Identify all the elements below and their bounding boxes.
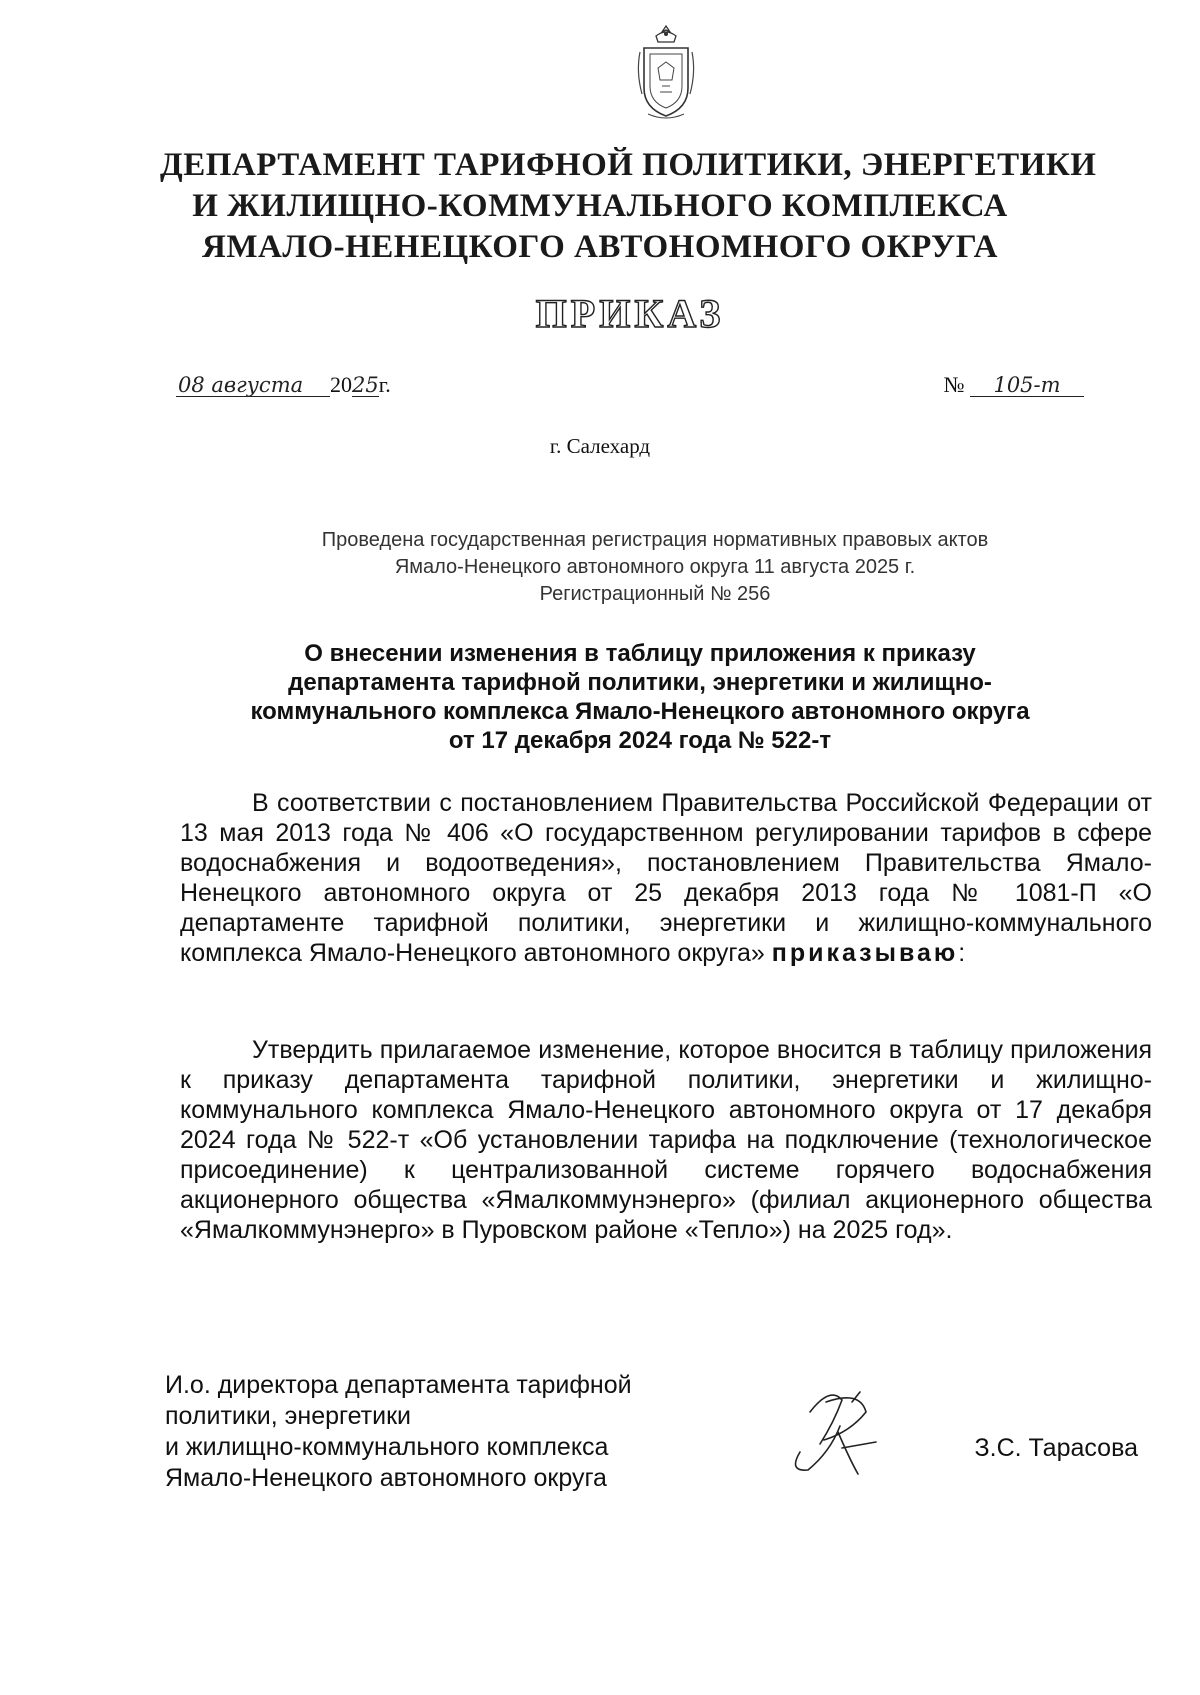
paragraph-text: В соответствии с постановлением Правительства Российской Федерации от 13 мая 2013 года № 406 «О государственном регулировании тарифов в сфере водоснабжения и водоотведения», постановлением Правительства Ямало-Ненецкого автономного округа от 25 декабря 2013 года № 1081-П «О департаменте тарифной политики, энергетики и жилищно-коммунального комплекса Ямало-Ненецкого автономного округа» xyxy=(180,789,1152,967)
year-suffix: г. xyxy=(378,372,391,397)
body-paragraph-basis xyxy=(180,788,1152,968)
subject-line: департамента тарифной политики, энергетики и жилищно- xyxy=(288,669,992,696)
signatory-position xyxy=(165,1370,725,1494)
number-label: № xyxy=(943,372,965,397)
handwritten-year: 25 xyxy=(352,373,379,397)
registration-line: Проведена государственная регистрация нормативных правовых актов xyxy=(321,529,989,551)
year-prefix: 20 xyxy=(330,372,352,397)
position-line: Ямало-Ненецкого автономного округа xyxy=(165,1464,607,1492)
order-date xyxy=(176,372,391,398)
subject-line: О внесении изменения в таблицу приложения к приказу xyxy=(304,640,976,667)
order-number xyxy=(944,372,1085,398)
department-heading xyxy=(160,145,1097,268)
subject-line: коммунального комплекса Ямало-Ненецкого автономного округа xyxy=(250,698,1030,725)
position-line: И.о. директора департамента тарифной xyxy=(165,1371,632,1399)
subject-line: от 17 декабря 2024 года № 522-т xyxy=(448,727,832,754)
city: г. Салехард xyxy=(549,434,651,458)
handwritten-date: 08 августа xyxy=(176,374,330,397)
signer-name: З.С. Тарасова xyxy=(974,1434,1138,1462)
document-type-title: ПРИКАЗ xyxy=(535,291,725,336)
position-line: политики, энергетики xyxy=(165,1402,411,1430)
order-subject xyxy=(190,639,1090,755)
body-paragraph-decision xyxy=(180,1035,1152,1245)
department-line: ЯМАЛО-НЕНЕЦКОГО АВТОНОМНОГО ОКРУГА xyxy=(202,229,998,265)
handwritten-signature xyxy=(780,1382,900,1482)
registration-line: Ямало-Ненецкого автономного округа 11 августа 2025 г. xyxy=(394,556,916,578)
department-line: ДЕПАРТАМЕНТ ТАРИФНОЙ ПОЛИТИКИ, ЭНЕРГЕТИКИ xyxy=(160,147,1097,183)
registration-note xyxy=(255,527,1055,608)
paragraph-text: Утвердить прилагаемое изменение, которое вносится в таблицу приложения к приказу департамента тарифной политики, энергетики и жилищно-коммунального комплекса Ямало-Ненецкого автономного округа от 17 декабря 2024 года № 522-т «Об установлении тарифа на подключение (технологическое присоединение) к централизованной системе горячего водоснабжения акционерного общества «Ямалкоммунэнерго» (филиал акционерного общества «Ямалкоммунэнерго» в Пуровском районе «Тепло») на 2025 год». xyxy=(180,1036,1152,1244)
position-line: и жилищно-коммунального комплекса xyxy=(165,1433,609,1461)
department-line: И ЖИЛИЩНО-КОММУНАЛЬНОГО КОМПЛЕКСА xyxy=(192,188,1008,224)
coat-of-arms-emblem xyxy=(634,22,698,122)
paragraph-end: : xyxy=(958,939,966,967)
registration-line: Регистрационный № 256 xyxy=(539,583,771,605)
handwritten-number: 105-т xyxy=(970,374,1084,397)
order-word: приказываю xyxy=(771,939,959,967)
